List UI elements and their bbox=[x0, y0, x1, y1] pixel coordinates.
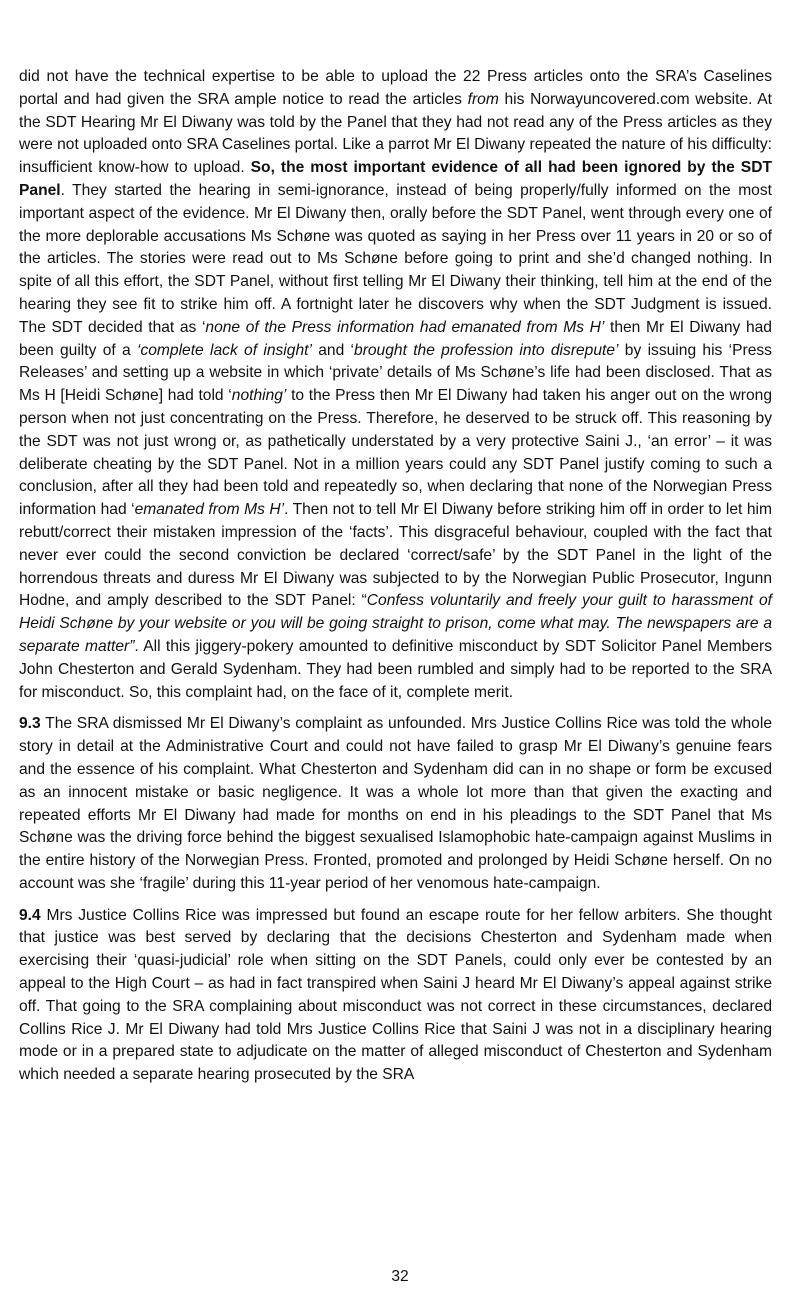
paragraph-number: 9.4 bbox=[19, 906, 41, 924]
text-run: Mrs Justice Collins Rice was impressed but found an escape route for her fellow arbiters. She thought that justice was best served by declaring that the decisions Chesterton and Sydenham made when exercising their ‘quasi-judicial’ role when sitting on the SDT Panels, could only ever be contested by an appeal to the High Court – as had in fact transpired when Saini J heard Mr El Diwany’s appeal against strike off. That going to the SRA complaining about misconduct was not correct in these circumstances, declared Collins Rice J. Mr El Diwany had told Mrs Justice Collins Rice that Saini J was not in a disciplinary hearing mode or in a prepared state to adjudicate on the matter of alleged misconduct of Chesterton and Sydenham which needed a separate hearing prosecuted by the SRA bbox=[19, 906, 772, 1084]
paragraph-number: 9.3 bbox=[19, 715, 41, 733]
text-run-bold: So, the most important evidence of all had been ignored by the SDT Panel bbox=[19, 159, 772, 199]
text-run-italic: emanated from Ms H’ bbox=[134, 501, 285, 519]
text-run-italic: brought the profession into disrepute’ bbox=[354, 341, 619, 359]
text-run: by issuing his ‘Press Releases’ and setting up a website in which ‘private’ details of Ms Schøne’s life had been disclosed. That as Ms H [Heidi Schøne] had told ‘ bbox=[19, 341, 772, 405]
text-run: his Norwayuncovered.com website. At the SDT Hearing Mr El Diwany was told by the Panel that they had not read any of the Press articles as they were not uploaded onto SRA Caselines portal. Like a parrot Mr El Diwany repeated the nature of his difficulty: insufficient know-how to upload. bbox=[19, 90, 772, 177]
text-run: . All this jiggery-pokery amounted to definitive misconduct by SDT Solicitor Panel Members John Chesterton and Gerald Sydenham. They had been rumbled and simply had to be reported to the SRA for misconduct. So, this complaint had, on the face of it, complete merit. bbox=[19, 637, 772, 701]
paragraph-9-4 bbox=[19, 905, 772, 1087]
text-run: and ‘ bbox=[311, 341, 355, 359]
page-number: 32 bbox=[391, 1268, 409, 1285]
paragraph-9-3 bbox=[19, 713, 772, 895]
paragraph-continuation bbox=[19, 66, 772, 704]
document-body bbox=[19, 66, 772, 1096]
text-run: then Mr El Diwany had been guilty of a bbox=[19, 318, 772, 359]
text-run-italic: from bbox=[467, 90, 499, 108]
text-run-italic: nothing’ bbox=[231, 387, 287, 405]
text-run-italic: ‘complete lack of insight’ bbox=[136, 341, 312, 359]
text-run-italic: Confess voluntarily and freely your guilt to harassment of Heidi Schøne by your website or you will be going straight to prison, come what may. The newspapers are a separate matter” bbox=[19, 592, 772, 655]
text-run: . Then not to tell Mr El Diwany before striking him off in order to let him rebutt/correct their mistaken impression of the ‘facts’. This disgraceful behaviour, coupled with the fact that never ever could the second conviction be declared ‘correct/safe’ by the SDT Panel in the light of the horrendous threats and duress Mr El Diwany was subjected to by the Norwegian Public Prosecutor, Ingunn Hodne, and amply described to the SDT Panel: “ bbox=[19, 501, 772, 610]
text-run: to the Press then Mr El Diwany had taken his anger out on the wrong person when not just concentrating on the Press. Therefore, he deserved to be struck off. This reasoning by the SDT was not just wrong or, as pathetically understated by a very protective Saini J., ‘an error’ – it was deliberate cheating by the SDT Panel. Not in a million years could any SDT Panel justify coming to such a conclusion, after all they had been told and repeatedly so, when declaring that none of the Norwegian Press information had ‘ bbox=[19, 387, 772, 519]
text-run: The SRA dismissed Mr El Diwany’s complaint as unfounded. Mrs Justice Collins Rice was told the whole story in detail at the Administrative Court and could not have failed to grasp Mr El Diwany’s genuine fears and the essence of his complaint. What Chesterton and Sydenham did can in no shape or form be excused as an innocent mistake or basic negligence. It was a whole lot more than that given the exacting and repeated efforts Mr El Diwany had made for months on end in his pleadings to the SDT Panel that Ms Schøne was the driving force behind the biggest sexualised Islamophobic hate-campaign against Muslims in the entire history of the Norwegian Press. Fronted, promoted and prolonged by Heidi Schøne herself. On no account was she ‘fragile’ during this 11-year period of her venomous hate-campaign. bbox=[19, 715, 772, 892]
text-run-italic: none of the Press information had emanated from Ms H’ bbox=[205, 318, 605, 336]
text-run: did not have the technical expertise to be able to upload the 22 Press articles onto the SRA’s Caselines portal and had given the SRA ample notice to read the articles bbox=[19, 68, 772, 108]
text-run: . They started the hearing in semi-ignorance, instead of being properly/fully informed on the most important aspect of the evidence. Mr El Diwany then, orally before the SDT Panel, went through every one of the more deplorable accusations Ms Schøne was quoted as saying in her Press over 11 years in 20 or so of the articles. The stories were read out to Ms Schøne before going to print and she’d changed nothing. In spite of all this effort, the SDT Panel, without first telling Mr El Diwany their thinking, tell him at the end of the hearing they see fit to strike him off. A fortnight later he discovers why when the SDT Judgment is issued. The SDT decided that as ‘ bbox=[19, 181, 772, 336]
